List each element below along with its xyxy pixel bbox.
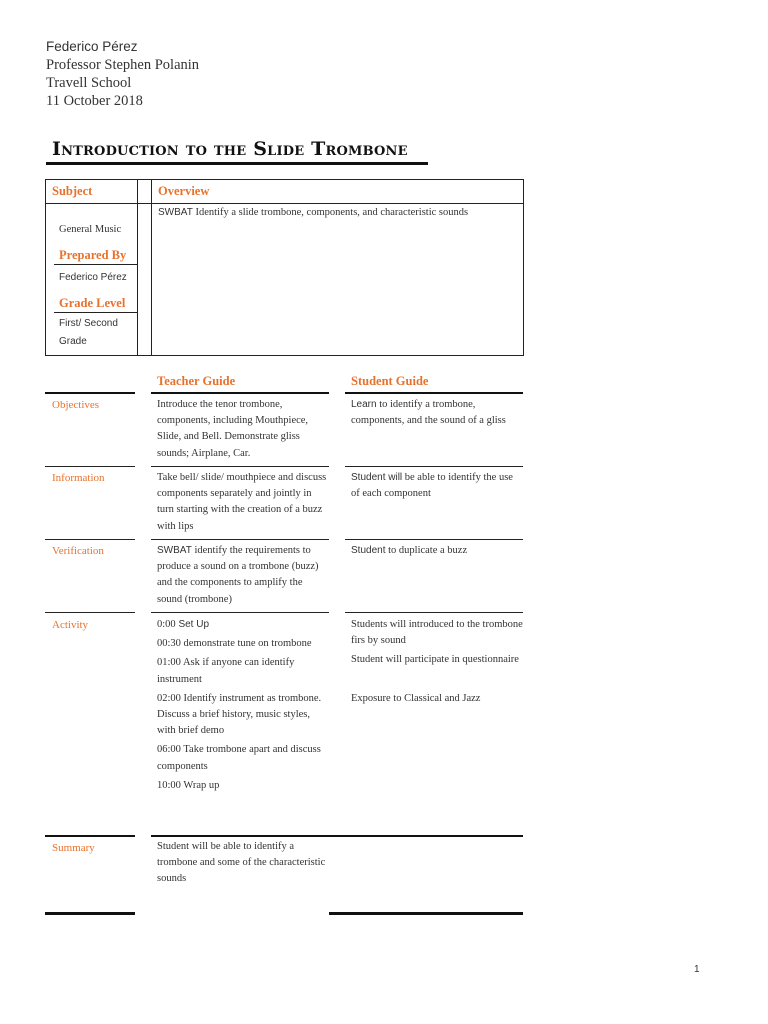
column-divider	[137, 180, 138, 355]
lesson-overview-box	[45, 179, 524, 356]
overview-label: Overview	[158, 184, 210, 198]
table-rule	[45, 835, 135, 837]
school-name: Travell School	[46, 75, 132, 91]
swbat-abbrev: SWBAT	[158, 207, 193, 218]
activity-time: 0:00	[157, 619, 176, 630]
table-bottom-rule	[45, 912, 135, 915]
activity-step: 02:00 Identify instrument as trombone. Discuss a brief history, music styles, with brief demo	[157, 692, 322, 737]
information-student-prefix: Student will	[351, 472, 403, 483]
page-number: 1	[694, 964, 700, 975]
document-date: 11 October 2018	[46, 93, 143, 109]
table-rule	[345, 466, 523, 467]
column-divider	[151, 180, 152, 355]
table-rule	[151, 466, 329, 467]
activity-step: 01:00 Ask if anyone can identify instrument	[157, 657, 295, 685]
document-title: Introduction to the Slide Trombone	[46, 136, 428, 165]
table-rule	[45, 466, 135, 467]
overview-body: Identify a slide trombone, components, and characteristic sounds	[192, 207, 469, 218]
activity-step: 06:00 Take trombone apart and discuss components	[157, 744, 321, 772]
activity-step-text: Set Up	[175, 619, 210, 630]
verification-label: Verification	[52, 545, 104, 557]
verification-student-body: to duplicate a buzz	[385, 545, 468, 556]
table-rule	[45, 392, 135, 394]
information-label: Information	[52, 472, 105, 484]
table-rule	[45, 539, 135, 540]
student-guide-heading: Student Guide	[351, 374, 429, 388]
activity-step	[157, 617, 329, 633]
prepared-by-value: Federico Pérez	[59, 272, 127, 283]
information-teacher: Take bell/ slide/ mouthpiece and discuss components separately and jointly in turn starting with the creation of a buzz with lips	[157, 472, 327, 532]
document-header	[46, 38, 199, 110]
table-rule	[151, 835, 523, 837]
table-rule	[45, 612, 135, 613]
activity-teacher	[157, 617, 329, 797]
activity-step: 00:30 demonstrate tune on trombone	[157, 638, 312, 650]
verification-teacher	[157, 543, 329, 608]
objectives-teacher: Introduce the tenor trombone, components, including Mouthpiece, Slide, and Bell. Demonstrate gliss sounds; Airplane, Car.	[157, 399, 309, 459]
table-rule	[345, 392, 523, 394]
verification-teacher-prefix: SWBAT	[157, 545, 192, 556]
table-rule	[151, 392, 329, 394]
table-rule	[345, 612, 523, 613]
summary-label: Summary	[52, 842, 95, 854]
subject-value: General Music	[59, 224, 122, 235]
grade-level-label: Grade Level	[54, 295, 137, 313]
activity-student-item: Exposure to Classical and Jazz	[351, 692, 481, 704]
subject-label: Subject	[52, 184, 93, 198]
objectives-student	[351, 397, 523, 429]
summary-teacher: Student will be able to identify a trombone and some of the characteristic sounds	[157, 841, 326, 885]
information-student-body: be able to identify the use of each component	[351, 472, 513, 500]
activity-student-item: Students will introduced to the trombone firs by sound	[351, 619, 523, 647]
teacher-guide-heading: Teacher Guide	[157, 374, 236, 388]
author-name: Federico Pérez	[46, 39, 138, 54]
table-rule	[151, 539, 329, 540]
objectives-label: Objectives	[52, 399, 100, 411]
verification-teacher-body: identify the requirements to produce a sound on a trombone (buzz) and the components to amplify the sound (trombone)	[157, 545, 319, 605]
verification-student-prefix: Student	[351, 545, 386, 556]
activity-step: 10:00 Wrap up	[157, 779, 220, 791]
table-rule	[345, 539, 523, 540]
table-bottom-rule	[329, 912, 523, 915]
table-rule	[151, 612, 329, 613]
grade-level-value-line2: Grade	[59, 336, 87, 347]
activity-label: Activity	[52, 619, 89, 631]
objectives-student-body: to identify a trombone, components, and the sound of a gliss	[351, 399, 506, 427]
professor-name: Professor Stephen Polanin	[46, 57, 200, 73]
grade-level-value-line1: First/ Second	[59, 318, 118, 329]
overview-text	[158, 204, 518, 222]
activity-student-item: Student will participate in questionnaire	[351, 654, 519, 666]
prepared-by-label: Prepared By	[54, 247, 137, 265]
verification-student	[351, 543, 523, 559]
objectives-student-prefix: Learn	[351, 399, 377, 410]
activity-student	[351, 617, 523, 710]
information-student	[351, 470, 523, 502]
